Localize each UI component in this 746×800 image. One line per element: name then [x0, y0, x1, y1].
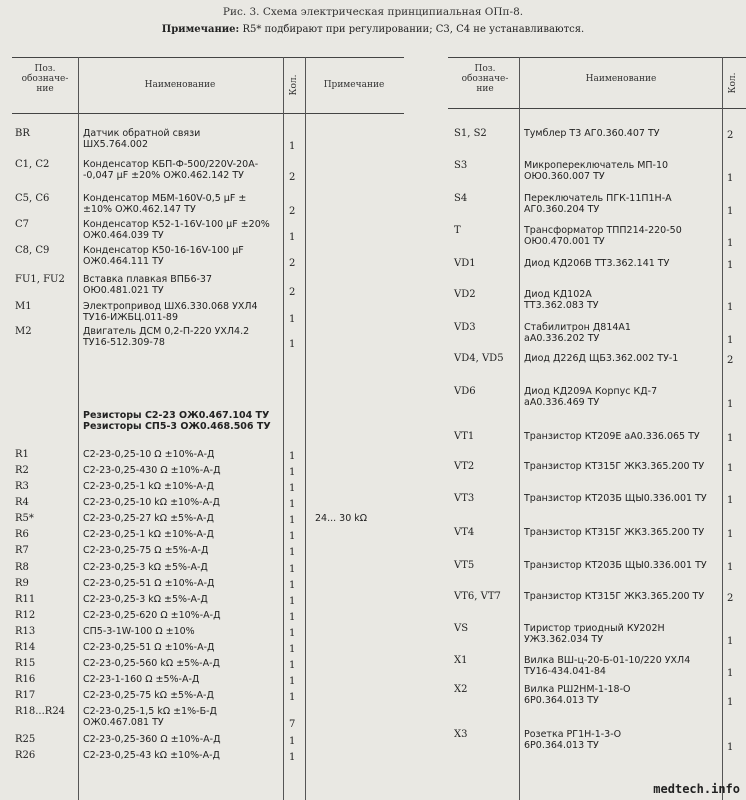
left-row-14-pos: R6 [15, 529, 29, 540]
right-header-name: Наименование [585, 74, 657, 84]
right-row-6-name: Стабилитрон Д814А1 aA0.336.202 ТУ [524, 322, 631, 344]
left-row-24-qty: 1 [289, 692, 296, 703]
left-row-12-pos: R4 [15, 497, 29, 508]
left-row-4-qty: 2 [289, 258, 296, 269]
right-row-10-qty: 1 [727, 463, 734, 474]
left-row-25-qty: 7 [289, 719, 296, 730]
left-row-11-qty: 1 [289, 483, 296, 494]
right-row-18-pos: X3 [454, 729, 468, 740]
left-row-1-name: Конденсатор КБП-Ф-500/220V-20А- -0,047 µF ±20% ОЖ0.462.142 ТУ [83, 159, 259, 181]
left-row-18-name: С2-23-0,25-3 kΩ ±5%-А-Д [83, 594, 208, 605]
right-row-16-pos: X1 [454, 655, 468, 666]
right-row-12-qty: 1 [727, 529, 734, 540]
left-col-divider-1 [78, 57, 79, 800]
left-col-divider-2 [283, 57, 284, 800]
left-row-17-qty: 1 [289, 580, 296, 591]
left-row-22-pos: R15 [15, 658, 36, 669]
right-row-6-pos: VD3 [454, 322, 476, 333]
left-row-19-qty: 1 [289, 612, 296, 623]
right-row-13-qty: 1 [727, 562, 734, 573]
right-row-18-name: Розетка РГ1Н-1-3-О 6Р0.364.013 ТУ [524, 729, 622, 751]
left-row-0-name: Датчик обратной связи ШХ5.764.002 [83, 128, 201, 150]
left-row-6-pos: M1 [15, 301, 32, 312]
right-table-header-rule [448, 108, 746, 109]
left-row-26-name: С2-23-0,25-360 Ω ±10%-А-Д [83, 734, 221, 745]
left-row-14-qty: 1 [289, 531, 296, 542]
left-row-16-qty: 1 [289, 564, 296, 575]
left-row-25-name: С2-23-0,25-1,5 kΩ ±1%-Б-Д ОЖ0.467.081 ТУ [83, 706, 217, 728]
left-row-9-qty: 1 [289, 451, 296, 462]
left-row-1-qty: 2 [289, 172, 296, 183]
left-row-15-qty: 1 [289, 547, 296, 558]
left-header-remark: Примечание [323, 80, 385, 90]
left-row-3-name: Конденсатор К52-1-16V-100 µF ±20% ОЖ0.464.039 ТУ [83, 219, 270, 241]
figure-caption: Рис. 3. Схема электрическая принципиальная ОПп-8. [222, 6, 524, 18]
left-col-divider-3 [305, 57, 306, 800]
left-row-10-name: С2-23-0,25-430 Ω ±10%-А-Д [83, 465, 221, 476]
left-row-19-pos: R12 [15, 610, 36, 621]
watermark: medtech.info [653, 782, 740, 796]
right-row-9-name: Транзистор КТ209Е aA0.336.065 ТУ [524, 431, 700, 442]
left-table-top-rule [12, 57, 404, 58]
left-row-9-name: С2-23-0,25-10 Ω ±10%-А-Д [83, 449, 215, 460]
right-row-4-name: Диод КД206В ТТ3.362.141 ТУ [524, 258, 670, 269]
right-row-4-qty: 1 [727, 260, 734, 271]
left-row-20-pos: R13 [15, 626, 36, 637]
left-row-3-qty: 1 [289, 232, 296, 243]
right-col-divider-2 [722, 57, 723, 800]
left-row-20-name: СП5-3-1W-100 Ω ±10% [83, 626, 195, 637]
right-row-2-pos: S4 [454, 193, 468, 204]
left-row-23-qty: 1 [289, 676, 296, 687]
left-row-5-name: Вставка плавкая ВПБ6-37 ОЮ0.481.021 ТУ [83, 274, 213, 296]
left-row-19-name: С2-23-0,25-620 Ω ±10%-А-Д [83, 610, 221, 621]
left-row-22-name: С2-23-0,25-560 kΩ ±5%-А-Д [83, 658, 220, 669]
left-header-name: Наименование [144, 80, 216, 90]
right-row-0-pos: S1, S2 [454, 128, 487, 139]
right-row-3-qty: 1 [727, 238, 734, 249]
left-row-15-name: С2-23-0,25-75 Ω ±5%-А-Д [83, 545, 209, 556]
right-row-15-name: Тиристор триодный КУ202Н УЖ3.362.034 ТУ [524, 623, 665, 645]
left-row-21-qty: 1 [289, 644, 296, 655]
left-row-24-name: С2-23-0,25-75 kΩ ±5%-А-Д [83, 690, 214, 701]
right-row-8-name: Диод КД209А Корпус КД-7 aA0.336.469 ТУ [524, 386, 658, 408]
left-row-20-qty: 1 [289, 628, 296, 639]
left-row-12-name: С2-23-0,25-10 kΩ ±10%-А-Д [83, 497, 220, 508]
left-row-4-name: Конденсатор К50-16-16V-100 µF ОЖ0.464.111 ТУ [83, 245, 244, 267]
right-row-15-qty: 1 [727, 636, 734, 647]
figure-note [0, 24, 746, 35]
left-row-21-pos: R14 [15, 642, 36, 653]
left-row-22-qty: 1 [289, 660, 296, 671]
right-row-10-name: Транзистор КТ315Г ЖК3.365.200 ТУ [524, 461, 705, 472]
right-row-16-qty: 1 [727, 668, 734, 679]
right-row-7-pos: VD4, VD5 [454, 353, 504, 364]
left-row-26-qty: 1 [289, 736, 296, 747]
left-row-10-pos: R2 [15, 465, 29, 476]
left-row-21-name: С2-23-0,25-51 Ω ±10%-А-Д [83, 642, 215, 653]
left-row-15-pos: R7 [15, 545, 29, 556]
right-header-pos: Поз. обозначе-ние [461, 64, 509, 94]
left-row-1-pos: C1, C2 [15, 159, 50, 170]
right-row-1-qty: 1 [727, 173, 734, 184]
right-row-3-pos: T [454, 225, 461, 236]
left-row-0-qty: 1 [289, 141, 296, 152]
right-row-14-qty: 2 [727, 593, 734, 604]
left-row-5-pos: FU1, FU2 [15, 274, 65, 285]
right-row-14-name: Транзистор КТ315Г ЖК3.365.200 ТУ [524, 591, 705, 602]
right-table-top-rule [448, 57, 746, 58]
right-row-8-qty: 1 [727, 399, 734, 410]
right-row-9-qty: 1 [727, 433, 734, 444]
left-row-7-qty: 1 [289, 339, 296, 350]
left-row-5-qty: 2 [289, 287, 296, 298]
right-row-10-pos: VT2 [454, 461, 475, 472]
right-row-13-name: Транзистор КТ203Б ЩЫ0.336.001 ТУ [524, 560, 707, 571]
left-row-14-name: С2-23-0,25-1 kΩ ±10%-А-Д [83, 529, 214, 540]
right-row-15-pos: VS [454, 623, 469, 634]
right-row-0-name: Тумблер Т3 АГ0.360.407 ТУ [524, 128, 660, 139]
left-row-12-qty: 1 [289, 499, 296, 510]
left-row-11-pos: R3 [15, 481, 29, 492]
right-row-9-pos: VT1 [454, 431, 475, 442]
right-row-4-pos: VD1 [454, 258, 476, 269]
left-row-18-qty: 1 [289, 596, 296, 607]
left-row-16-pos: R8 [15, 562, 29, 573]
left-row-3-pos: C7 [15, 219, 30, 230]
left-header-pos: Поз. обозначе-ние [21, 64, 69, 94]
right-row-11-pos: VT3 [454, 493, 475, 504]
left-row-13-remark: 24... 30 kΩ [315, 513, 368, 524]
right-row-17-name: Вилка РШ2НМ-1-18-О 6Р0.364.013 ТУ [524, 684, 631, 706]
left-row-0-pos: BR [15, 128, 30, 139]
left-row-13-pos: R5* [15, 513, 34, 524]
right-row-2-name: Переключатель ПГК-11П1Н-А АГ0.360.204 ТУ [524, 193, 672, 215]
left-row-8-name: Резисторы С2-23 ОЖ0.467.104 ТУ Резисторы СП5-3 ОЖ0.468.506 ТУ [83, 410, 271, 432]
right-header-qty: Кол. [728, 72, 738, 94]
left-row-10-qty: 1 [289, 467, 296, 478]
right-row-12-name: Транзистор КТ315Г ЖК3.365.200 ТУ [524, 527, 705, 538]
right-row-3-name: Трансформатор ТПП214-220-50 ОЮ0.470.001 ТУ [524, 225, 682, 247]
note-label: Примечание: [161, 24, 240, 35]
left-row-4-pos: C8, C9 [15, 245, 50, 256]
left-row-2-pos: C5, C6 [15, 193, 50, 204]
left-row-18-pos: R11 [15, 594, 36, 605]
left-row-24-pos: R17 [15, 690, 36, 701]
note-text: R5* подбирают при регулировании; С3, С4 не устанавливаются. [242, 24, 585, 35]
right-col-divider-1 [519, 57, 520, 800]
left-row-11-name: С2-23-0,25-1 kΩ ±10%-А-Д [83, 481, 214, 492]
left-row-6-qty: 1 [289, 314, 296, 325]
right-row-1-pos: S3 [454, 160, 468, 171]
left-row-25-pos: R18...R24 [15, 706, 66, 717]
left-row-23-pos: R16 [15, 674, 36, 685]
right-row-11-qty: 1 [727, 495, 734, 506]
right-row-2-qty: 1 [727, 206, 734, 217]
left-row-13-name: С2-23-0,25-27 kΩ ±5%-А-Д [83, 513, 214, 524]
right-row-5-qty: 1 [727, 302, 734, 313]
right-row-7-qty: 2 [727, 355, 734, 366]
right-row-12-pos: VT4 [454, 527, 475, 538]
right-row-0-qty: 2 [727, 130, 734, 141]
left-row-27-name: С2-23-0,25-43 kΩ ±10%-А-Д [83, 750, 220, 761]
left-row-7-name: Двигатель ДСМ 0,2-П-220 УХЛ4.2 ТУ16-512.309-78 [83, 326, 250, 348]
right-row-5-name: Диод КД102А ТТ3.362.083 ТУ [524, 289, 599, 311]
left-row-23-name: С2-23-1-160 Ω ±5%-А-Д [83, 674, 200, 685]
left-row-17-name: С2-23-0,25-51 Ω ±10%-А-Д [83, 578, 215, 589]
right-row-17-pos: X2 [454, 684, 468, 695]
right-row-13-pos: VT5 [454, 560, 475, 571]
left-row-17-pos: R9 [15, 578, 29, 589]
right-row-8-pos: VD6 [454, 386, 476, 397]
left-row-13-qty: 1 [289, 515, 296, 526]
right-row-16-name: Вилка ВШ-ц-20-Б-01-10/220 УХЛ4 ТУ16-434.041-84 [524, 655, 691, 677]
left-row-9-pos: R1 [15, 449, 29, 460]
left-row-6-name: Электропривод ШХ6.330.068 УХЛ4 ТУ16-ИЖБЦ.011-89 [83, 301, 258, 323]
right-row-18-qty: 1 [727, 742, 734, 753]
left-table-header-rule [12, 113, 404, 114]
left-row-27-pos: R26 [15, 750, 36, 761]
left-header-qty: Кол. [289, 74, 299, 96]
right-row-14-pos: VT6, VT7 [454, 591, 501, 602]
left-row-16-name: С2-23-0,25-3 kΩ ±5%-А-Д [83, 562, 208, 573]
right-row-11-name: Транзистор КТ203Б ЩЫ0.336.001 ТУ [524, 493, 707, 504]
right-row-1-name: Микропереключатель МП-10 ОЮ0.360.007 ТУ [524, 160, 669, 182]
left-row-2-qty: 2 [289, 206, 296, 217]
right-row-7-name: Диод Д226Д ЩБ3.362.002 ТУ-1 [524, 353, 679, 364]
left-row-2-name: Конденсатор МБМ-160V-0,5 µF ± ±10% ОЖ0.462.147 ТУ [83, 193, 247, 215]
left-row-7-pos: M2 [15, 326, 32, 337]
right-row-6-qty: 1 [727, 335, 734, 346]
left-row-27-qty: 1 [289, 752, 296, 763]
right-row-5-pos: VD2 [454, 289, 476, 300]
right-row-17-qty: 1 [727, 697, 734, 708]
left-row-26-pos: R25 [15, 734, 36, 745]
